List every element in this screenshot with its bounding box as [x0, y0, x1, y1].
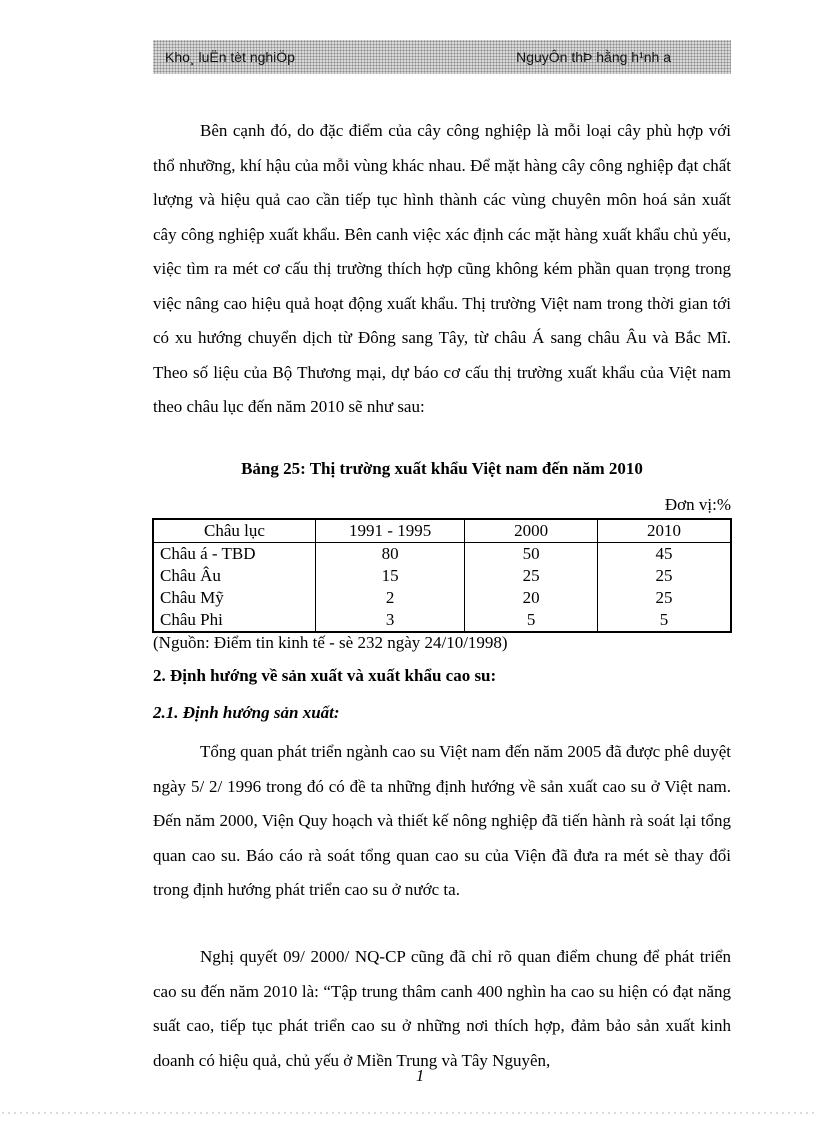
table-cell: 15 [315, 565, 464, 587]
table-cell: 3 [315, 609, 464, 632]
table-row [153, 587, 731, 609]
paragraph-2-block [153, 735, 731, 908]
section-heading: 2. Định hướng về sản xuất và xuất khẩu cao su: [153, 666, 497, 685]
table-cell: Châu Mỹ [153, 587, 315, 609]
paragraph-3: Nghị quyết 09/ 2000/ NQ-CP cũng đã chỉ rõ quan điểm chung để phát triển cao su đến năm 2010 là: “Tập trung thâm canh 400 nghìn ha cao su hiện có đạt năng suất cao, tiếp tục phát triển cao su ở những nơi thích hợp, đảm bảo sản xuất kinh doanh có hiệu quả, chủ yếu ở Miền Trung và Tây Nguyên, [153, 947, 731, 1070]
table-cell: Châu á - TBD [153, 543, 315, 566]
table-unit: Đơn vị:% [664, 495, 731, 514]
paragraph-1: Bên cạnh đó, do đặc điểm của cây công nghiệp là mỗi loại cây phù hợp với thổ nhưỡng, khí hậu của mỗi vùng khác nhau. Để mặt hàng cây công nghiệp đạt chất lượng và hiệu quả cao cần tiếp tục hình thành các vùng chuyên môn hoá sản xuất cây công nghiệp xuất khẩu. Bên canh việc xác định các mặt hàng xuất khẩu chủ yếu, việc tìm ra mét cơ cấu thị trường thích hợp cũng không kém phần quan trọng trong việc nâng cao hiệu quả hoạt động xuất khẩu. Thị trường Việt nam trong thời gian tới có xu hướng chuyển dịch từ Đông sang Tây, từ châu Á sang châu Âu và Bắc Mĩ. Theo số liệu của Bộ Thương mại, dự báo cơ cấu thị trường xuất khẩu của Việt nam theo châu lục đến năm 2010 sẽ như sau: [153, 121, 731, 416]
table-source: (Nguồn: Điểm tin kinh tế - sè 232 ngày 24/10/1998) [153, 633, 508, 652]
page-bottom-border [0, 1110, 816, 1116]
table-cell: Châu Phi [153, 609, 315, 632]
paragraph-1-block [153, 114, 731, 425]
table-cell: 45 [597, 543, 731, 566]
table-cell: 5 [597, 609, 731, 632]
export-market-table [152, 518, 732, 633]
table-row [153, 565, 731, 587]
table-cell: 20 [465, 587, 598, 609]
page-header [153, 40, 731, 74]
header-left-text: Kho¸ luËn tèt nghiÖp [165, 49, 295, 65]
page-number: 1 [415, 1066, 425, 1085]
subsection-heading: 2.1. Định hướng sản xuất: [153, 703, 340, 722]
table-header-row [153, 519, 731, 543]
table-cell: 5 [465, 609, 598, 632]
paragraph-2: Tổng quan phát triển ngành cao su Việt nam đến năm 2005 đã được phê duyệt ngày 5/ 2/ 1996 trong đó có đề ta những định hướng về sản xuất cao su ở Việt nam. Đến năm 2000, Viện Quy hoạch và thiết kế nông nghiệp đã tiến hành rà soát lại tổng quan cao su. Báo cáo rà soát tổng quan cao su của Viện đã đưa ra mét sè thay đổi trong định hướng phát triển cao su ở nước ta. [153, 742, 731, 899]
header-right-text: NguyÔn thÞ hằng h¹nh a [516, 49, 671, 65]
table-row [153, 543, 731, 566]
table-cell: 25 [597, 565, 731, 587]
table-cell: Châu Âu [153, 565, 315, 587]
table-cell: 25 [465, 565, 598, 587]
table-cell: 50 [465, 543, 598, 566]
table-header-cell: 1991 - 1995 [315, 519, 464, 543]
table-header-cell: 2010 [597, 519, 731, 543]
paragraph-3-block [153, 940, 731, 1078]
table-row [153, 609, 731, 632]
table-title: Bảng 25: Thị trường xuất khẩu Việt nam đến năm 2010 [241, 459, 643, 478]
table-header-cell: Châu lục [153, 519, 315, 543]
table-header-cell: 2000 [465, 519, 598, 543]
table-cell: 25 [597, 587, 731, 609]
table-cell: 80 [315, 543, 464, 566]
table-cell: 2 [315, 587, 464, 609]
